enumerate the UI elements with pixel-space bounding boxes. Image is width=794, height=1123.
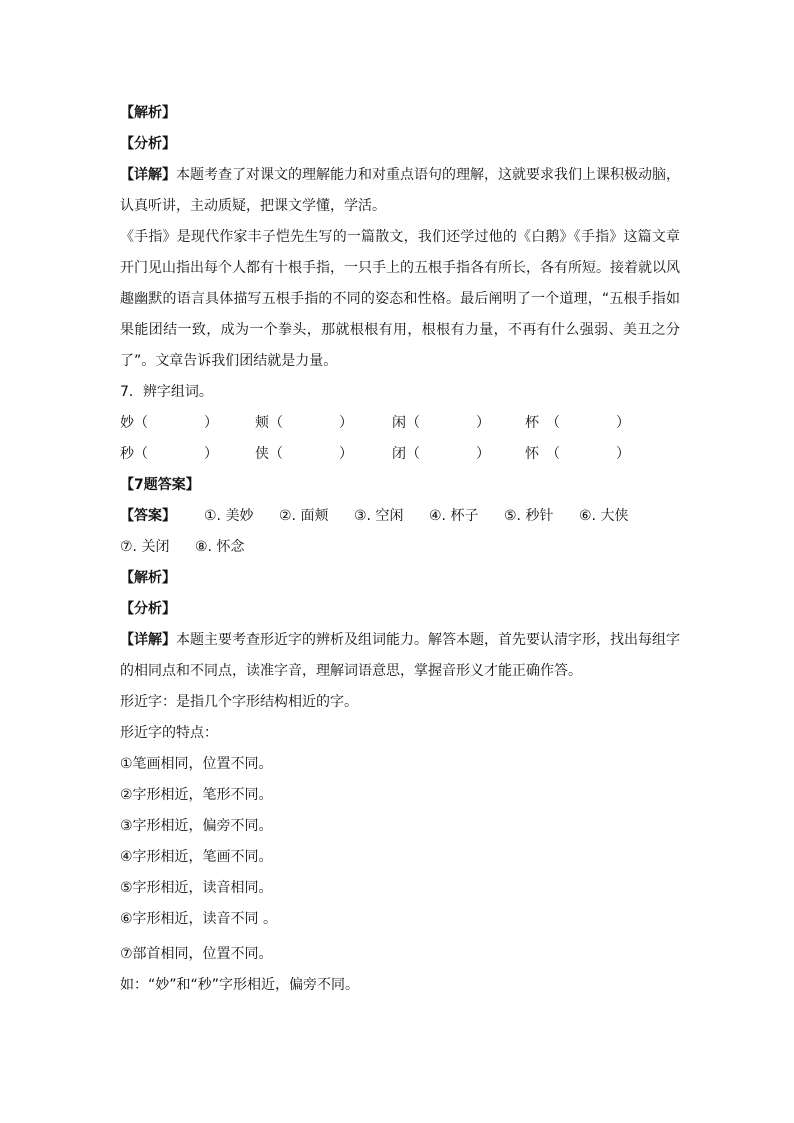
- feature-item: ①笔画相同，位置不同。: [120, 756, 273, 772]
- explanation-paragraph: 《手指》是现代作家丰子恺先生写的一篇散文，我们还学过他的《白鹅》《手指》这篇文章开门见山指出每个人都有十根手指，一只手上的五根手指各有所长，各有所短。接着就以风趣幽默的语言具体描写五根手指的不同的姿态和性格。最后阐明了一个道理，“五根手指如果能团结一致，成为一个拳头，那就根根有用，根根有力量，不再有什么强弱、美丑之分了”。文章告诉我们团结就是力量。: [120, 229, 680, 369]
- blank-jia: 颊（ ）: [255, 415, 353, 431]
- answer-item: ①. 美妙: [204, 508, 254, 524]
- answer-item: ⑦. 关闭: [120, 539, 170, 555]
- answer-item: ⑤. 秒针: [504, 508, 554, 524]
- answer-label: 【答案】: [120, 508, 176, 524]
- feature-item: ⑦部首相同，位置不同。: [120, 946, 273, 962]
- detail-text-1: 本题考查了对课文的理解能力和对重点语句的理解，这就要求我们上课积极动脑，认真听讲，主动质疑，把课文学懂，学活。: [120, 167, 680, 214]
- question-7-row-1: [120, 408, 680, 439]
- detail-label-1: 【详解】: [120, 167, 176, 183]
- answer-item: ⑧. 怀念: [195, 539, 245, 555]
- blank-bi: 闭（ ）: [392, 446, 490, 462]
- blank-miao2: 秒（ ）: [120, 446, 218, 462]
- blank-xian: 闲（ ）: [392, 415, 490, 431]
- answer-line-1: [120, 501, 680, 532]
- fenxi-heading-1: 【分析】: [120, 136, 176, 152]
- detail-label-2: 【详解】: [120, 632, 176, 648]
- answer-item: ②. 面颊: [279, 508, 329, 524]
- question-7-row-2: [120, 439, 680, 470]
- definition-line: 形近字：是指几个字形结构相近的字。: [120, 694, 358, 710]
- question-7-title: 7．辨字组词。: [120, 384, 213, 400]
- answer-item: ③. 空闲: [354, 508, 404, 524]
- feature-item: ③字形相近，偏旁不同。: [120, 818, 273, 834]
- answer-item: ④. 杯子: [429, 508, 479, 524]
- example-line: 如：“妙”和“秒”字形相近，偏旁不同。: [120, 977, 360, 993]
- fenxi-heading-2: 【分析】: [120, 601, 176, 617]
- blank-huai: 怀 （ ）: [525, 446, 630, 462]
- answer-heading: 【7题答案】: [120, 477, 200, 493]
- feature-item: ④字形相近，笔画不同。: [120, 849, 273, 865]
- feature-item: ⑥字形相近，读音不同 。: [120, 911, 278, 927]
- blank-xia: 侠（ ）: [255, 446, 353, 462]
- analysis-heading-2: 【解析】: [120, 570, 176, 586]
- blank-bei: 杯 （ ）: [525, 415, 630, 431]
- detail-paragraph-1: [120, 160, 680, 222]
- detail-paragraph-2: [120, 625, 680, 687]
- detail-text-2: 本题主要考查形近字的辨析及组词能力。解答本题，首先要认清字形，找出每组字的相同点和不同点，读准字音，理解词语意思，掌握音形义才能正确作答。: [120, 632, 680, 679]
- features-title: 形近字的特点：: [120, 725, 218, 741]
- document-page: [120, 98, 680, 1001]
- feature-item: ⑤字形相近，读音相同。: [120, 880, 273, 896]
- analysis-heading-1: 【解析】: [120, 105, 176, 121]
- feature-item: ②字形相近，笔形不同。: [120, 787, 273, 803]
- answer-item: ⑥. 大侠: [579, 508, 629, 524]
- blank-miao: 妙（ ）: [120, 415, 218, 431]
- answer-line-2: [120, 532, 680, 563]
